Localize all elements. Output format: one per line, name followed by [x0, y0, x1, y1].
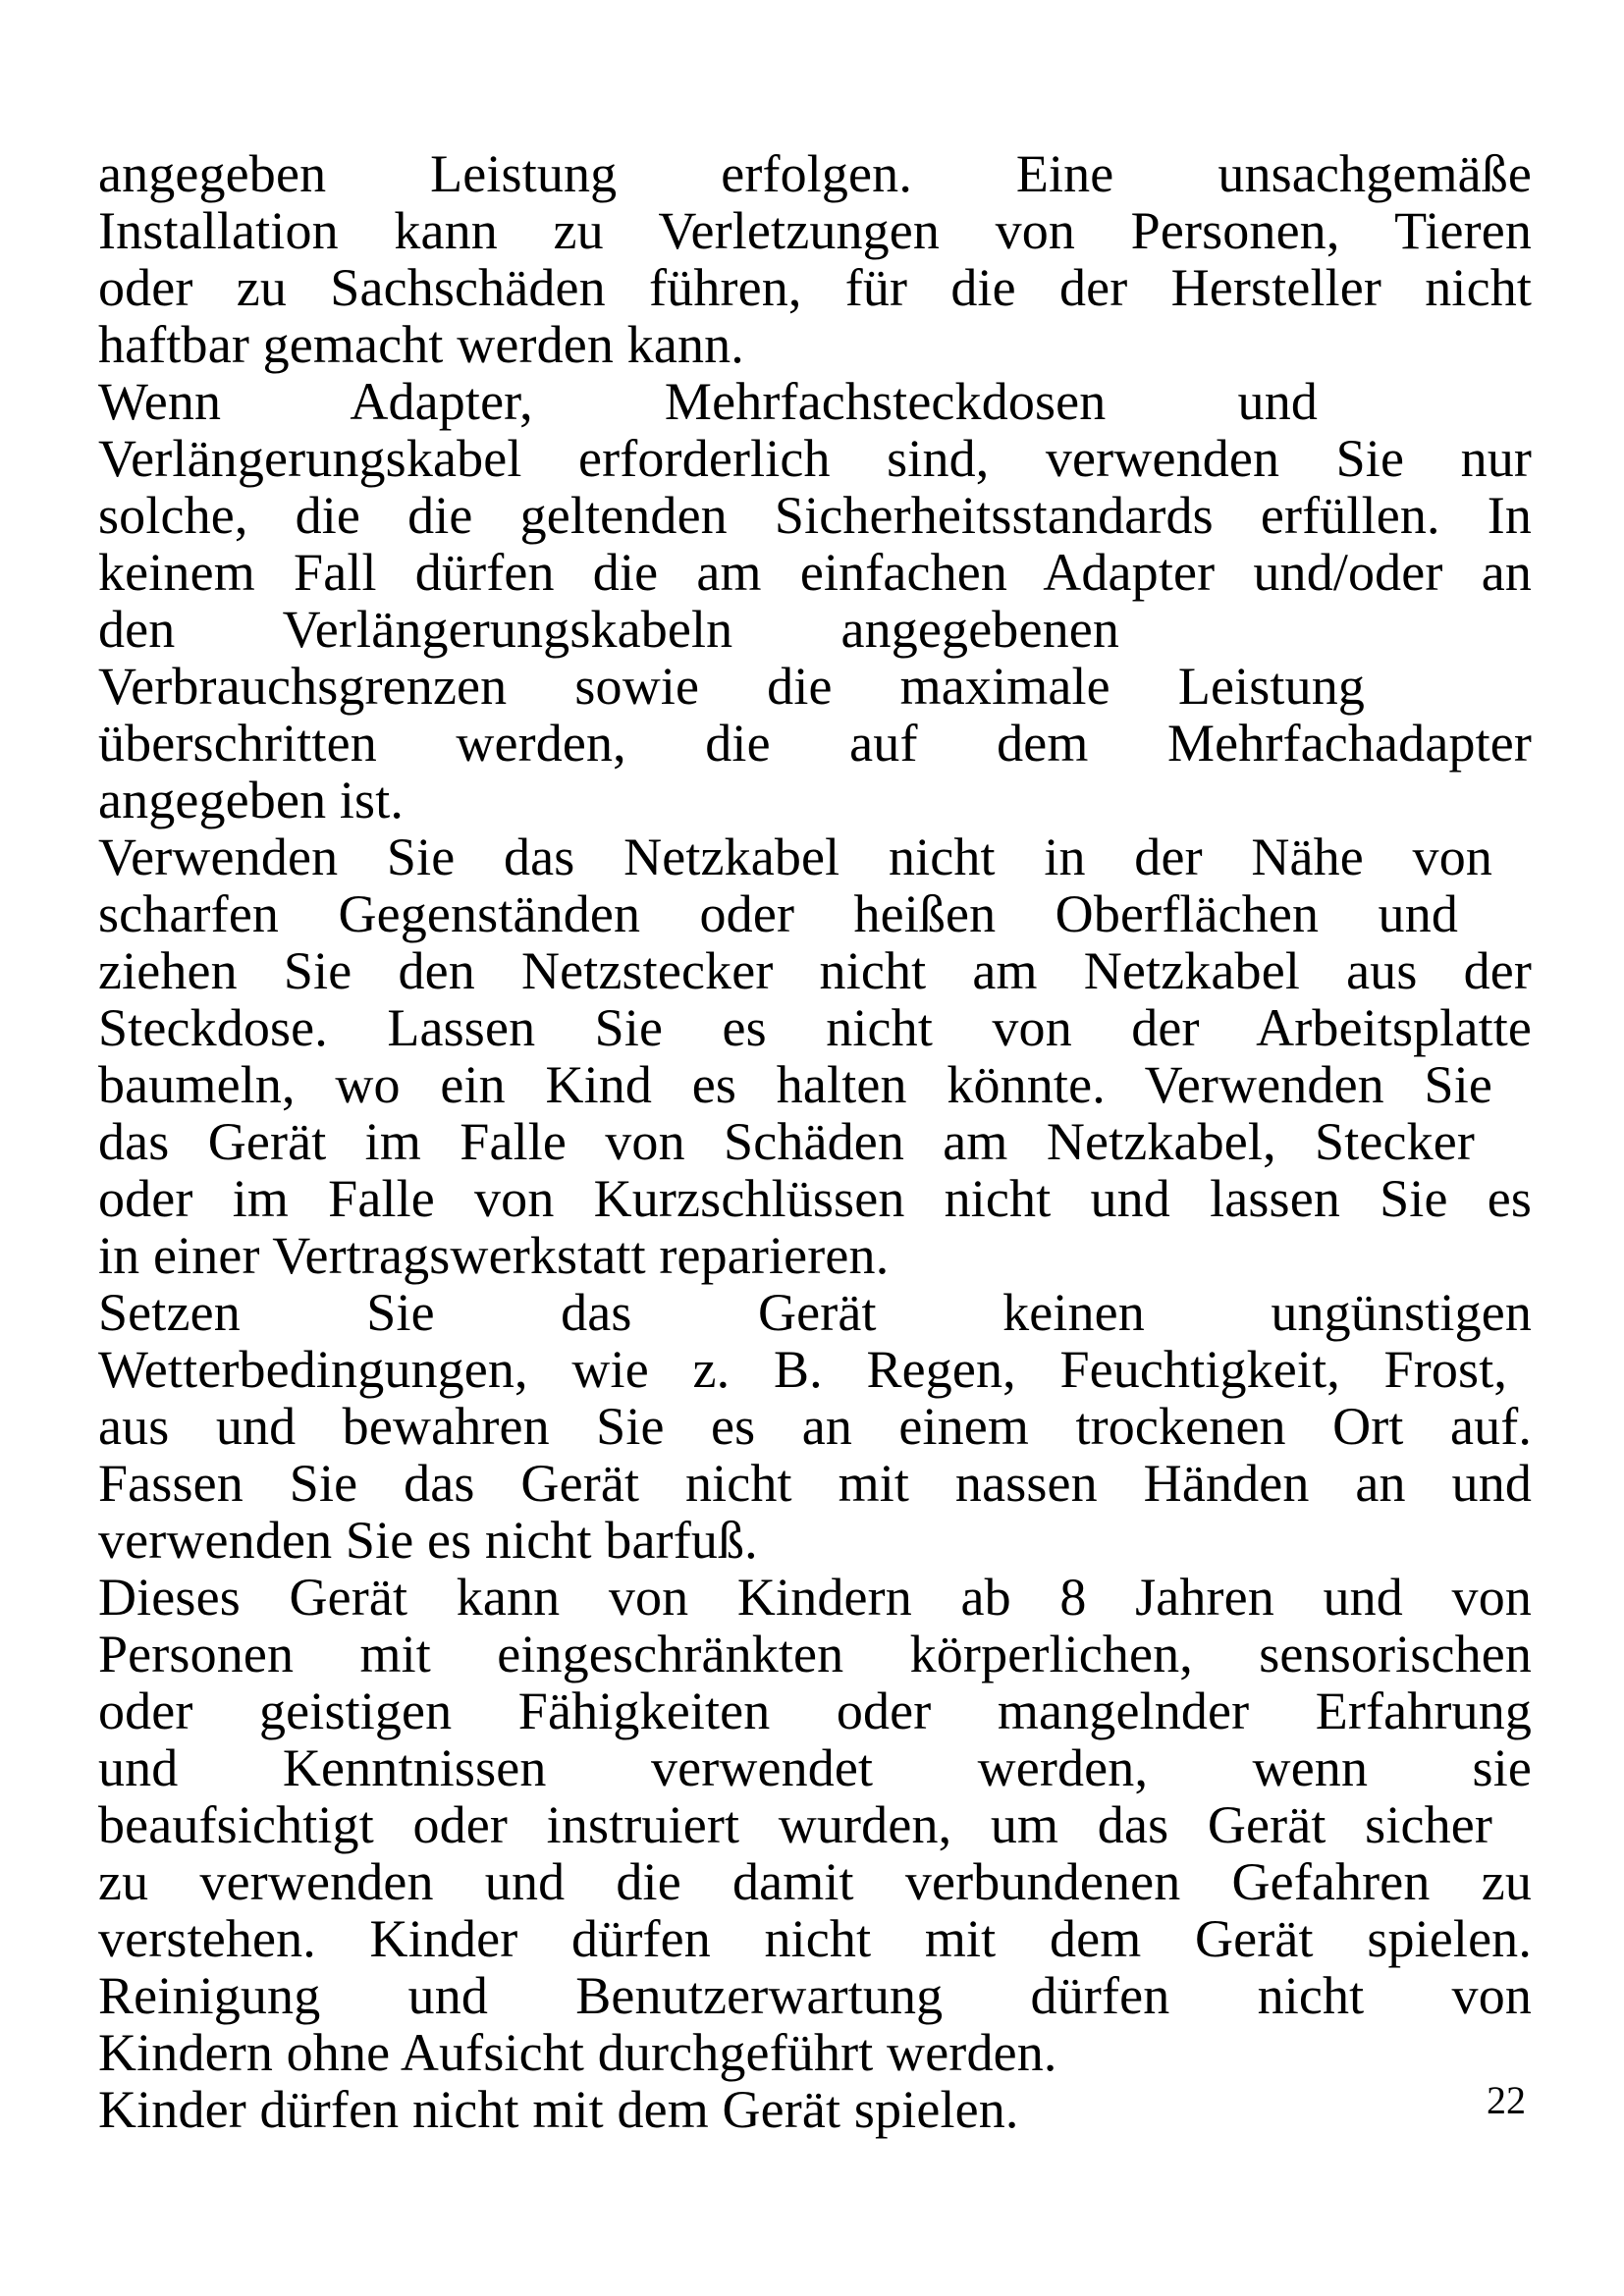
- text-line: den Verlängerungskabeln angegebenen: [98, 600, 1119, 659]
- text-line: überschritten werden, die auf dem Mehrfachadapter: [98, 714, 1532, 773]
- text-line: verstehen. Kinder dürfen nicht mit dem Gerät spielen.: [98, 1909, 1532, 1968]
- text-line: in einer Vertragswerkstatt reparieren.: [98, 1226, 890, 1285]
- text-line: Verwenden Sie das Netzkabel nicht in der Nähe von: [98, 828, 1492, 886]
- text-line: Installation kann zu Verletzungen von Personen, Tieren: [98, 201, 1532, 260]
- text-line: Kinder dürfen nicht mit dem Gerät spielen.: [98, 2080, 1019, 2139]
- text-line: Personen mit eingeschränkten körperlichen, sensorischen: [98, 1625, 1532, 1683]
- text-line: angegeben Leistung erfolgen. Eine unsachgemäße: [98, 144, 1532, 203]
- text-line: scharfen Gegenständen oder heißen Oberflächen und: [98, 884, 1458, 943]
- text-line: Kindern ohne Aufsicht durchgeführt werden.: [98, 2023, 1057, 2082]
- text-line: oder im Falle von Kurzschlüssen nicht und lassen Sie es: [98, 1169, 1532, 1228]
- text-line: oder geistigen Fähigkeiten oder mangelnder Erfahrung: [98, 1682, 1532, 1740]
- document-body: [98, 145, 1532, 2138]
- text-line: und Kenntnissen verwendet werden, wenn sie: [98, 1738, 1532, 1797]
- text-line: Reinigung und Benutzerwartung dürfen nicht von: [98, 1966, 1532, 2025]
- text-line: Fassen Sie das Gerät nicht mit nassen Händen an und: [98, 1454, 1532, 1513]
- text-line: zu verwenden und die damit verbundenen Gefahren zu: [98, 1852, 1532, 1911]
- text-line: ziehen Sie den Netzstecker nicht am Netzkabel aus der: [98, 941, 1532, 1000]
- text-line: oder zu Sachschäden führen, für die der Hersteller nicht: [98, 258, 1532, 317]
- text-line: Setzen Sie das Gerät keinen ungünstigen: [98, 1283, 1532, 1342]
- text-line: Wenn Adapter, Mehrfachsteckdosen und: [98, 372, 1318, 431]
- text-line: Dieses Gerät kann von Kindern ab 8 Jahren und von: [98, 1568, 1532, 1627]
- text-line: Wetterbedingungen, wie z. B. Regen, Feuchtigkeit, Frost,: [98, 1340, 1507, 1399]
- text-line: keinem Fall dürfen die am einfachen Adapter und/oder an: [98, 543, 1532, 602]
- text-line: das Gerät im Falle von Schäden am Netzkabel, Stecker: [98, 1112, 1475, 1171]
- text-line: angegeben ist.: [98, 771, 404, 829]
- text-line: Verlängerungskabel erforderlich sind, verwenden Sie nur: [98, 429, 1532, 488]
- text-line: aus und bewahren Sie es an einem trockenen Ort auf.: [98, 1397, 1532, 1456]
- text-line: haftbar gemacht werden kann.: [98, 315, 744, 374]
- page-number: 22: [1487, 2078, 1526, 2122]
- text-line: baumeln, wo ein Kind es halten könnte. Verwenden Sie: [98, 1055, 1492, 1114]
- text-line: Steckdose. Lassen Sie es nicht von der Arbeitsplatte: [98, 998, 1532, 1057]
- text-line: solche, die die geltenden Sicherheitsstandards erfüllen. In: [98, 486, 1532, 545]
- text-line: Verbrauchsgrenzen sowie die maximale Leistung: [98, 657, 1365, 716]
- text-line: verwenden Sie es nicht barfuß.: [98, 1511, 758, 1570]
- text-line: beaufsichtigt oder instruiert wurden, um das Gerät sicher: [98, 1795, 1492, 1854]
